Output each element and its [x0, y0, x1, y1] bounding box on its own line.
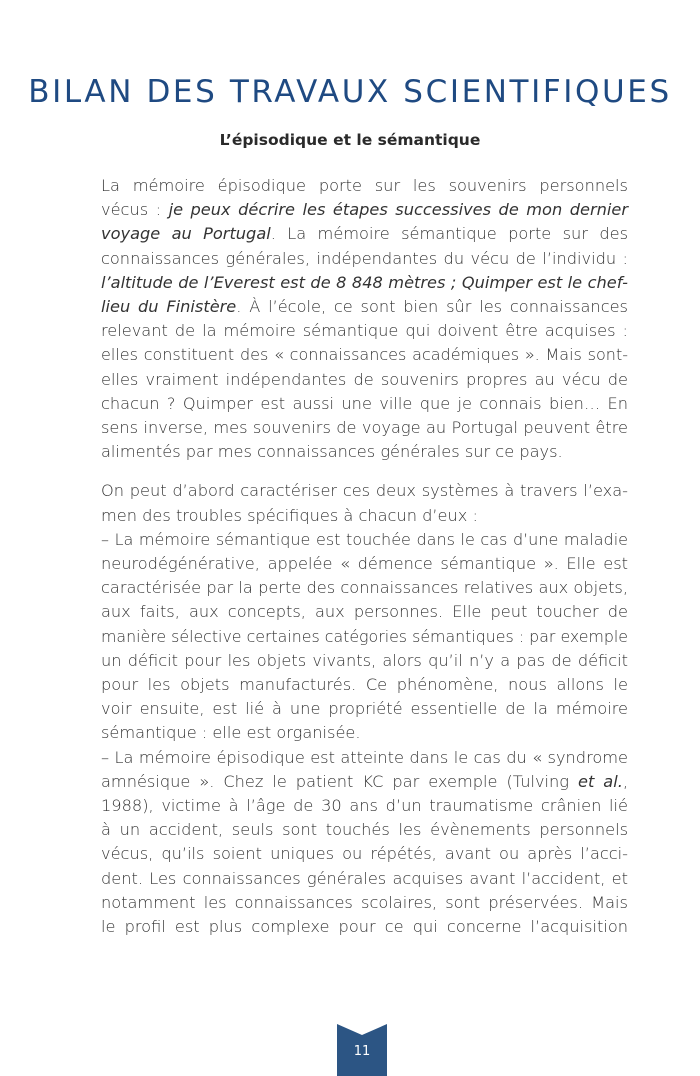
text-line: aux faits, aux concepts, aux personnes. Elle peut toucher de	[101, 602, 628, 622]
text-line: – La mémoire épisodique est atteinte dans le cas du « syndrome	[101, 747, 628, 767]
text-line: On peut d’abord caractériser ces deux systèmes à travers l’exa-	[101, 481, 628, 501]
text-line: elles vraiment indépendantes de souvenirs propres au vécu de	[101, 369, 628, 389]
text-line: caractérisée par la perte des connaissances relatives aux objets,	[101, 578, 628, 598]
italic-example: je peux décrire les étapes successives de mon dernier	[168, 200, 628, 220]
page-title: BILAN DES TRAVAUX SCIENTIFIQUES	[28, 74, 672, 110]
text-line: lieu du Finistère. À l’école, ce sont bien sûr les connaissances	[101, 297, 628, 317]
section-subtitle: L’épisodique et le sémantique	[219, 131, 481, 149]
page-number-tab	[337, 1024, 387, 1076]
text-line: manière sélective certaines catégories sémantiques : par exemple	[101, 626, 628, 646]
text-line: sémantique : elle est organisée.	[101, 723, 361, 743]
text-line: relevant de la mémoire sémantique qui doivent être acquises :	[101, 321, 628, 341]
text-line: men des troubles spécifiques à chacun d’eux :	[101, 505, 478, 525]
text-line: pour les objets manufacturés. Ce phénomène, nous allons le	[101, 675, 628, 695]
text-line: voir ensuite, est lié à une propriété essentielle de la mémoire	[101, 699, 628, 719]
text-line: sens inverse, mes souvenirs de voyage au Portugal peuvent être	[101, 418, 628, 438]
italic-example: lieu du Finistère	[101, 297, 237, 317]
text-line: chacun ? Quimper est aussi une ville que je connais bien… En	[101, 393, 628, 413]
page-number: 11	[353, 1044, 371, 1059]
paragraph-gap	[101, 464, 628, 479]
text-line: un déficit pour les objets vivants, alors qu’il n’y a pas de déficit	[101, 650, 628, 670]
text-line: voyage au Portugal. La mémoire sémantique porte sur des	[101, 224, 628, 244]
text-line: amnésique ». Chez le patient KC par exemple (Tulving et al.,	[101, 771, 628, 791]
italic-example: l’altitude de l’Everest est de 8 848 mètres ; Quimper est le chef-	[101, 272, 628, 292]
body-text	[101, 174, 628, 939]
text-line: vécus, qu’ils soient uniques ou répétés, avant ou après l’acci-	[101, 844, 628, 864]
text-line: le profil est plus complexe pour ce qui concerne l’acquisition	[101, 917, 628, 937]
text-line: dent. Les connaissances générales acquises avant l’accident, et	[101, 868, 628, 888]
text-line: neurodégénérative, appelée « démence sémantique ». Elle est	[101, 554, 628, 574]
text-line: vécus : je peux décrire les étapes successives de mon dernier	[101, 200, 628, 220]
text-line: – La mémoire sémantique est touchée dans le cas d’une maladie	[101, 529, 628, 549]
text-line: La mémoire épisodique porte sur les souvenirs personnels	[101, 176, 628, 195]
italic-example: voyage au Portugal	[101, 224, 271, 244]
text-line: notamment les connaissances scolaires, sont préservées. Mais	[101, 892, 628, 912]
text-line: connaissances générales, indépendantes du vécu de l’individu :	[101, 248, 628, 268]
text-line: alimentés par mes connaissances générales sur ce pays.	[101, 442, 563, 462]
text-line: elles constituent des « connaissances académiques ». Mais sont-	[101, 345, 628, 365]
text-line: à un accident, seuls sont touchés les évènements personnels	[101, 820, 628, 840]
text-line: 1988), victime à l’âge de 30 ans d’un traumatisme crânien lié	[101, 796, 628, 816]
text-line	[101, 271, 628, 295]
italic-citation: et al.	[577, 771, 623, 791]
